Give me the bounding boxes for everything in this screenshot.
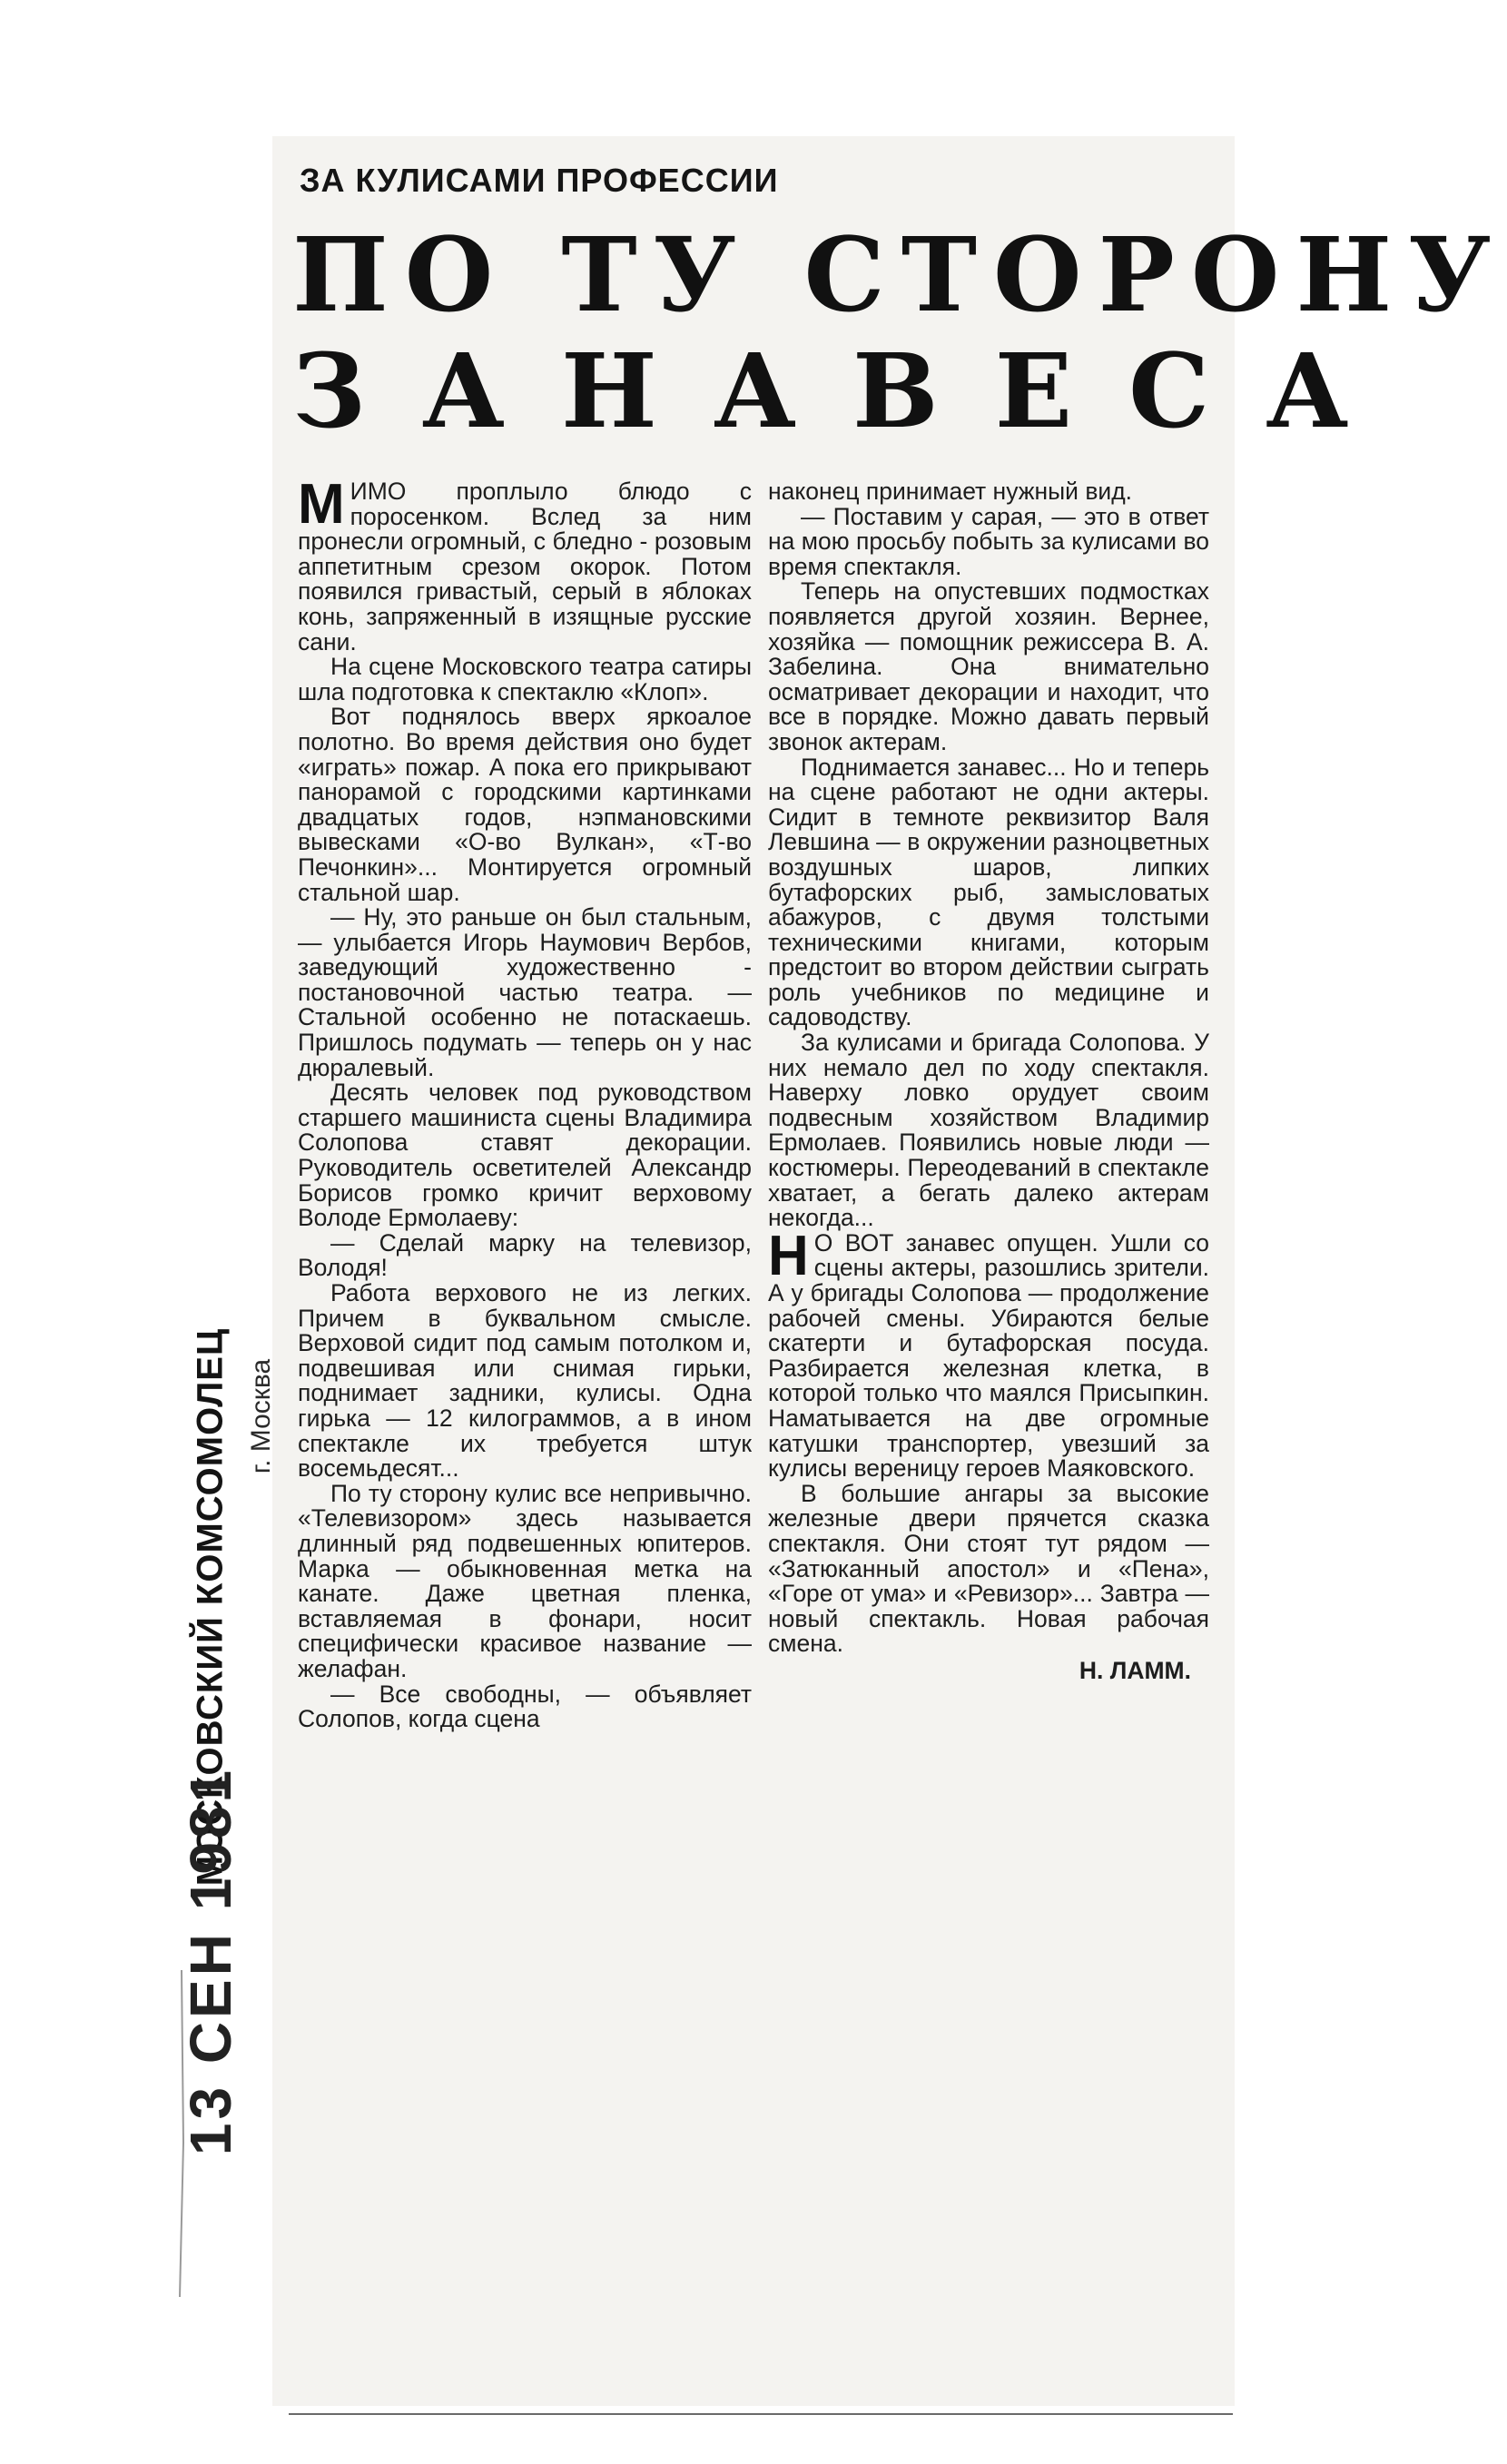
article-paragraph: Теперь на опустевших подмостках появляется другой хозяин. Вернее, хозяйка — помощник режиссера В. А. Забелина. Она внимательно осматривает декорации и находит, что все в порядке. Можно давать первый звонок актерам.	[768, 577, 1209, 755]
article-paragraph: — Сделай марку на телевизор, Володя!	[298, 1228, 752, 1282]
article-headline	[292, 216, 1507, 451]
article-paragraph: МИМО проплыло блюдо с поросенком. Вслед за ним пронесли огромный, с бледно - розовым аппетитным срезом окорок. Потом появился гривастый, серый в яблоках конь, запряженный в изящные русские сани.	[298, 473, 752, 655]
drop-cap: М	[298, 473, 345, 536]
article-paragraph: — Поставим у сарая, — это в ответ на мою просьбу побыть за кулисами во время спектакля.	[768, 502, 1209, 580]
article-paragraph: Десять человек под руководством старшего машиниста сцены Владимира Солопова ставят декорации. Руководитель осветителей Александр Борисов громко кричит верховому Володе Ермолаеву:	[298, 1079, 752, 1232]
pencil-mark	[145, 1961, 200, 2306]
article-paragraph: Н О ВОТ занавес опущен. Ушли со сцены актеры, разошлись зрители. А у бригады Солопова — продолжение рабочей смены. Убираются белые скатерти и бутафорская посуда. Разбирается железная клетка, в которой только что маялся Присыпкин. Наматывается на две огромные катушки транспортер, увезший за кулисы вереницу героев Маяковского.	[768, 1224, 1209, 1483]
city-stamp: г. Москва	[246, 1358, 276, 1474]
article-paragraph: — Ну, это раньше он был стальным, — улыбается Игорь Наумович Вербов, заведующий художественно - постановочной частью театра. — Стальной особенно не потаскаешь. Пришлось подумать — теперь он у нас дюралевый.	[298, 903, 752, 1081]
article-paragraph: Вот поднялось вверх яркоалое полотно. Во время действия оно будет «играть» пожар. А пока его прикрывают панорамой с городскими картинками двадцатых годов, нэпмановскими вывесками «О-во Вулкан», «Т-во Печонкин»... Монтируется огромный стальной шар.	[298, 703, 752, 906]
newspaper-name-stamp: МОСКОВСКИЙ КОМСОМОЛЕЦ	[190, 1327, 231, 1887]
article-paragraph: наконец принимает нужный вид.	[768, 478, 1133, 505]
article-paragraph: Поднимается занавес... Но и теперь на сцене работают не одни актеры. Сидит в темноте реквизитор Валя Левшина — в окружении разноцветных воздушных шаров, липких бутафорских рыб, замысловатых абажуров, с двумя толстыми техническими книгами, которым предстоит во втором действии сыграть роль учебников по медицине и садоводству.	[768, 753, 1209, 1031]
article-paragraph: По ту сторону кулис все непривычно. «Телевизором» здесь называется длинный ряд подвешенных юпитеров. Марка — обыкновенная метка на канате. Даже цветная пленка, вставляемая в фонари, носит специфически красивое название — желафан.	[298, 1479, 752, 1682]
bottom-rule	[289, 2413, 1233, 2415]
date-stamp: 13 СЕН 1981	[178, 1766, 243, 2156]
article-paragraph: — Все свободны, — объявляет Солопов, когда сцена	[298, 1680, 752, 1733]
headline-line-1: ПО ТУ СТОРОНУ	[292, 216, 1507, 335]
article-paragraph: За кулисами и бригада Солопова. У них немало дел по ходу спектакля. Наверху ловко орудует своим подвесным хозяйством Владимир Ермолаев. Появились новые люди — костюмеры. Переодеваний в спектакле хватает, а бегать далеко актерам некогда...	[768, 1029, 1209, 1232]
article-paragraph: На сцене Московского театра сатиры шла подготовка к спектаклю «Клоп».	[298, 653, 752, 705]
article-column-2	[768, 479, 1209, 1684]
article-paragraph: В большие ангары за высокие железные двери прячется сказка спектакля. Они стоят тут рядом — «Затюканный апостол» и «Пена», «Горе от ума» и «Ревизор»... Завтра — новый спектакль. Новая рабочая смена.	[768, 1479, 1209, 1658]
author-signature: Н. ЛАММ.	[1079, 1656, 1191, 1684]
article-column-1	[298, 473, 752, 1733]
headline-line-2: ЗАНАВЕСА	[292, 332, 1405, 451]
article-paragraph: Работа верхового не из легких. Причем в буквальном смысле. Верховой сидит под самым потолком и, подвешивая или снимая гирьки, поднимает задники, кулисы. Одна гирька — 12 килограммов, а в ином спектакле их требуется штук восемьдесят...	[298, 1279, 752, 1483]
rubric-heading: ЗА КУЛИСАМИ ПРОФЕССИИ	[300, 162, 779, 199]
drop-cap: Н	[768, 1224, 809, 1287]
